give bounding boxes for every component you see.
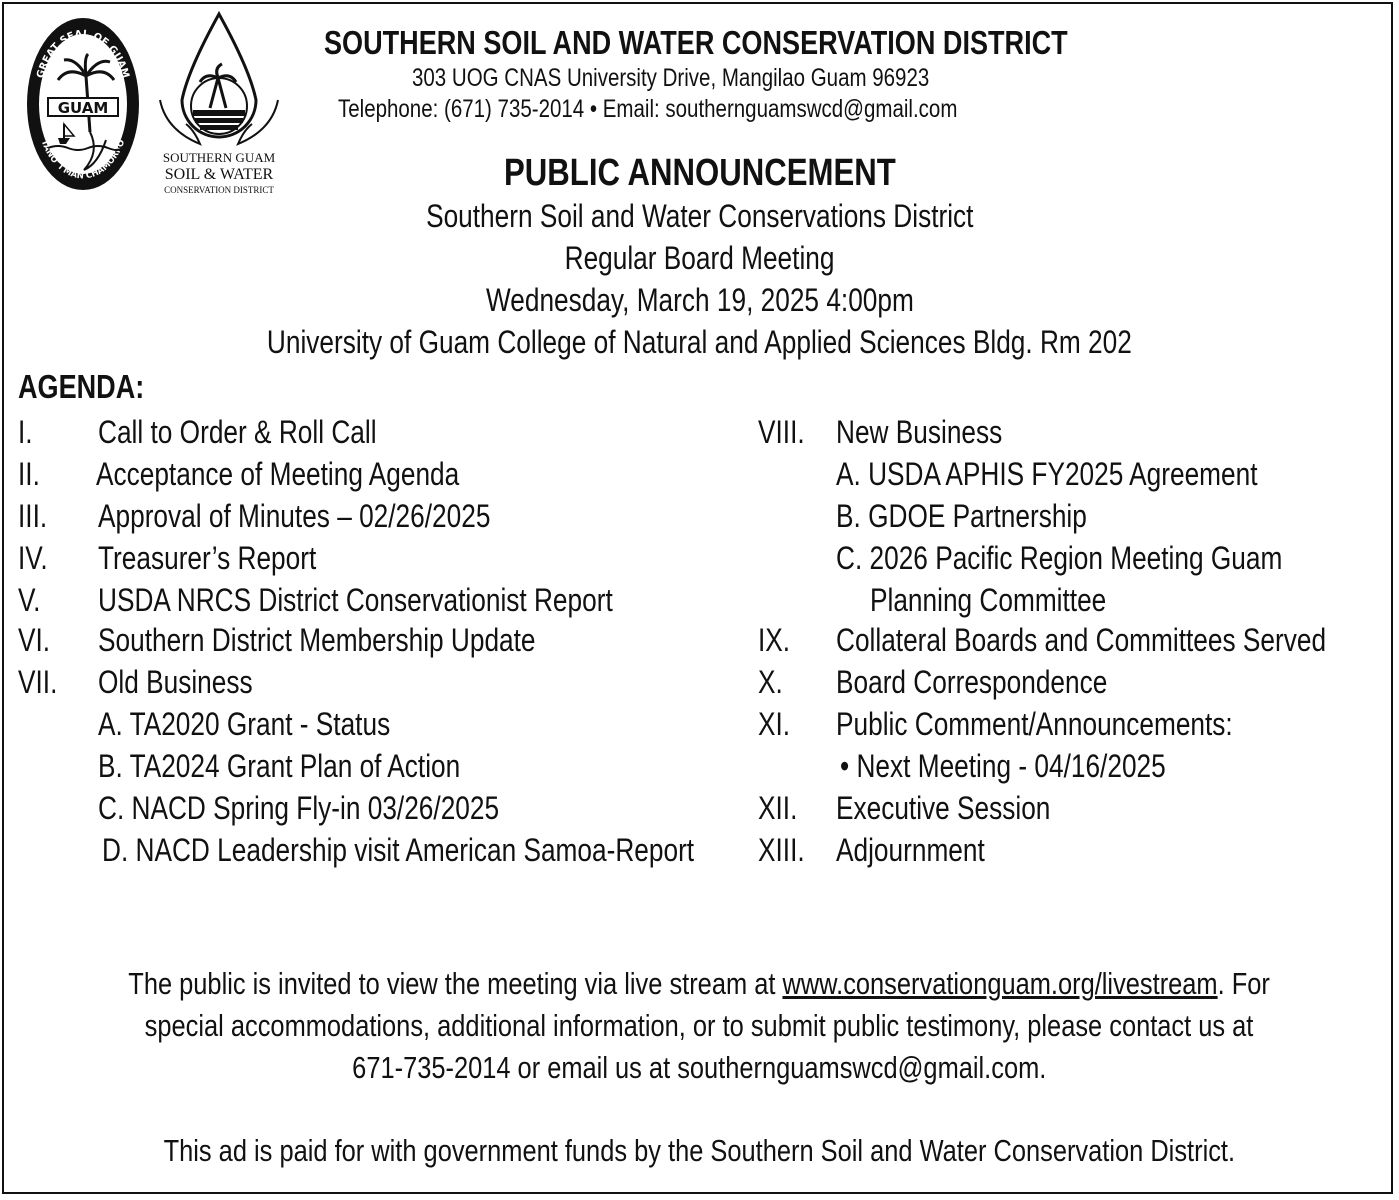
footer-text: The public is invited to view the meeting via live stream at xyxy=(128,966,783,1001)
svg-text:CONSERVATION DISTRICT: CONSERVATION DISTRICT xyxy=(164,185,274,195)
org-contact: Telephone: (671) 735-2014 • Email: southernguamswcd@gmail.com xyxy=(338,95,958,123)
livestream-link[interactable]: www.conservationguam.org/livestream xyxy=(782,966,1219,1001)
svg-text:SOIL & WATER: SOIL & WATER xyxy=(164,166,274,183)
svg-text:GREAT SEAL OF GUAM: GREAT SEAL OF GUAM xyxy=(35,28,131,80)
funding-disclaimer: This ad is paid for with government funds by the Southern Soil and Water Conservation District. xyxy=(163,1133,1236,1168)
footer-livestream-line xyxy=(0,966,1399,1002)
org-address: 303 UOG CNAS University Drive, Mangilao Guam 96923 xyxy=(412,64,930,92)
svg-text:SOUTHERN GUAM: SOUTHERN GUAM xyxy=(162,150,276,165)
announcement-datetime: Wednesday, March 19, 2025 4:00pm xyxy=(485,282,914,318)
agenda-heading: AGENDA: xyxy=(18,368,145,405)
announcement-district: Southern Soil and Water Conservations District xyxy=(425,198,974,234)
org-name: SOUTHERN SOIL AND WATER CONSERVATION DISTRICT xyxy=(324,24,1068,61)
footer-accommodations-line: special accommodations, additional information, or to submit public testimony, please contact us at xyxy=(145,1008,1254,1043)
announcement-title: PUBLIC ANNOUNCEMENT xyxy=(503,152,896,194)
footer-text: . For xyxy=(1218,966,1271,1001)
svg-text:GUAM: GUAM xyxy=(57,99,109,117)
announcement-meeting-type: Regular Board Meeting xyxy=(564,240,835,276)
footer-contact-line: 671-735-2014 or email us at southernguamswcd@gmail.com. xyxy=(352,1050,1047,1085)
announcement-location: University of Guam College of Natural and Applied Sciences Bldg. Rm 202 xyxy=(267,324,1132,360)
svg-text:TANO' I MAN CHAMORRO: TANO' I MAN CHAMORRO xyxy=(38,138,128,182)
